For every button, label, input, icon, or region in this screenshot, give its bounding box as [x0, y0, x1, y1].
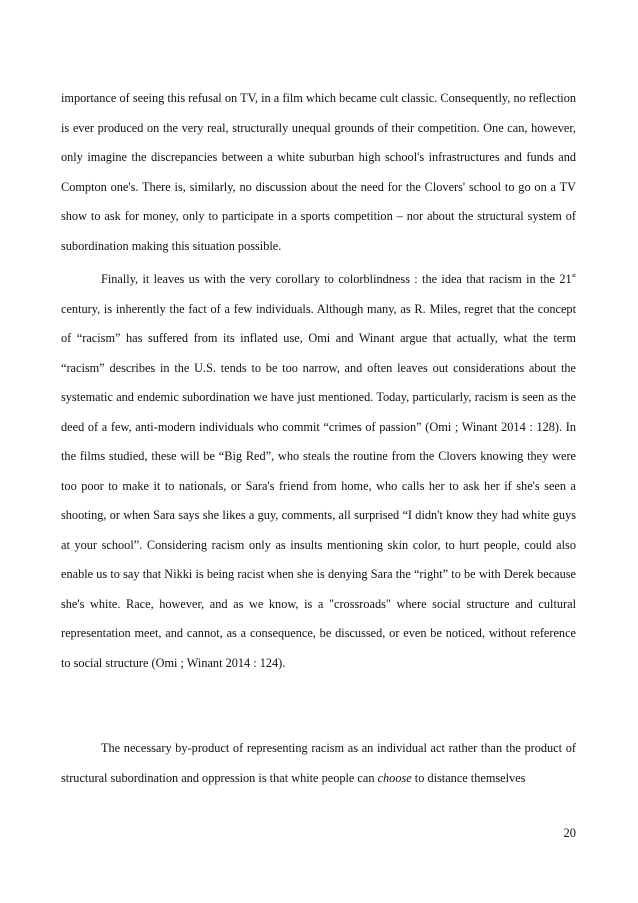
paragraph-2-text-rest: century, is inherently the fact of a few individuals. Although many, as R. Miles, regret that the concept of “racism” has suffered from its inflated use, Omi and Winant argue that actually, what the term “racism” describes in the U.S. tends to be too narrow, and often leaves out considerations about the systematic and endemic subordination we have just mentioned. Today, particularly, racism is seen as the deed of a few, anti-modern individuals who commit “crimes of passion” (Omi ; Winant 2014 : 128). In the films studied, these will be “Big Red”, who steals the routine from the Clovers knowing they were too poor to make it to nationals, or Sara's friend from home, who calls her to ask her if she's seen a shooting, or when Sara says she likes a guy, comments, all surprised “I didn't know they had white guys at your school”. Considering racism only as insults mentioning skin color, to hurt people, could also enable us to say that Nikki is being racist when she is denying Sara the “right” to be with Derek because she's white. Race, however, and as we know, is a "crossroads" where social structure and cultural representation meet, and cannot, as a consequence, be discussed, or even be noticed, without reference to social structure (Omi ; Winant 2014 : 124). [61, 301, 576, 670]
ordinal-superscript: st [571, 272, 576, 279]
page-number: 20 [563, 826, 576, 840]
emphasized-word: choose [377, 770, 412, 785]
paragraph-2 [61, 265, 576, 678]
paragraph-3-text-end: to distance themselves [411, 770, 526, 785]
paragraph-3-text-start: The necessary by-product of representing racism as an individual act rather than the product of structural subordination and oppression is that white people can [61, 741, 576, 785]
paragraph-3 [61, 734, 576, 793]
paragraph-2-text-start: Finally, it leaves us with the very corollary to colorblindness : the idea that racism in the 21 [101, 272, 572, 286]
paragraph-1: importance of seeing this refusal on TV, in a film which became cult classic. Consequently, no reflection is ever produced on the very real, structurally unequal grounds of their competition. One can, however, only imagine the discrepancies between a white suburban high school's infrastructures and funds and Compton one's. There is, similarly, no discussion about the need for the Clovers' school to go on a TV show to ask for money, only to participate in a sports competition – nor about the structural system of subordination making this situation possible. [61, 91, 576, 253]
